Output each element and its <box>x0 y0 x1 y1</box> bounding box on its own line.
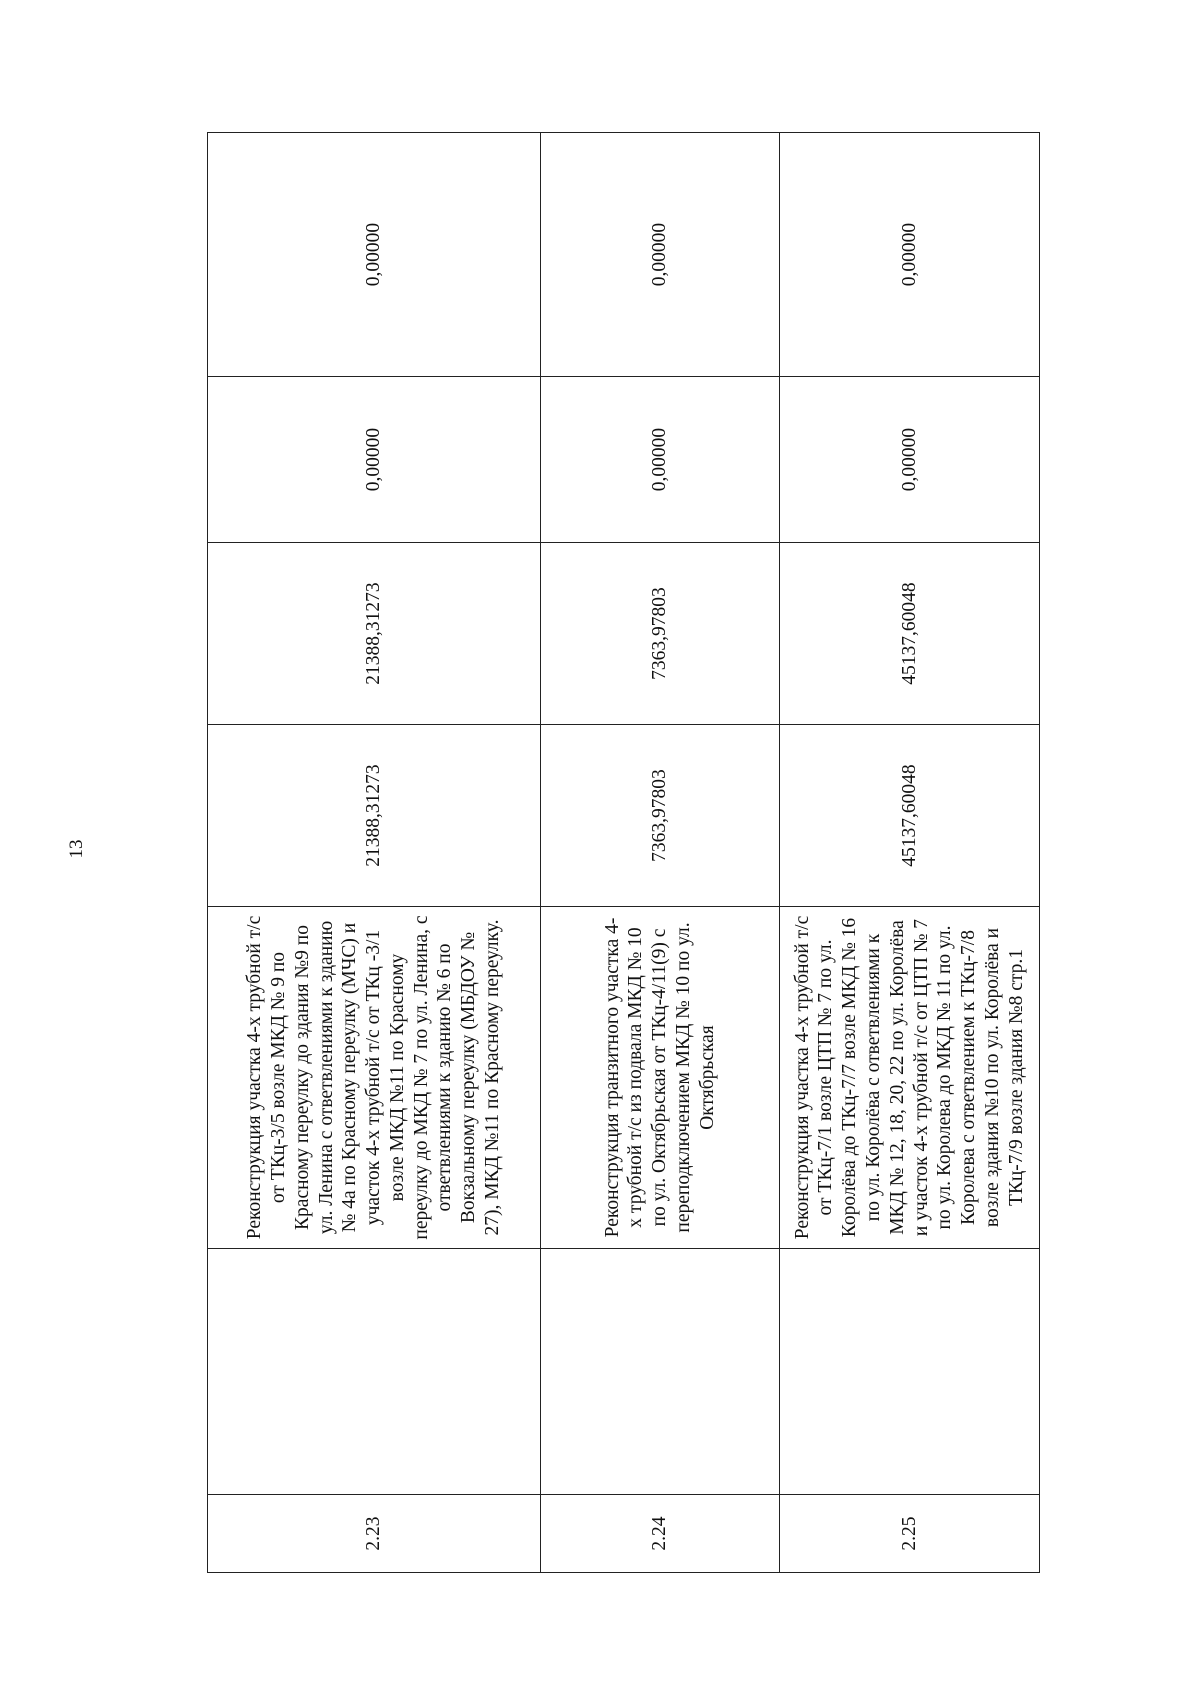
value-cell: 0,00000 <box>780 133 1040 377</box>
value-cell: 45137,60048 <box>780 543 1040 725</box>
works-table <box>207 132 1040 1573</box>
empty-cell <box>208 1249 541 1495</box>
value-cell: 45137,60048 <box>780 725 1040 907</box>
value-cell: 7363,97803 <box>541 725 780 907</box>
value-cell: 7363,97803 <box>541 543 780 725</box>
row-number: 2.25 <box>780 1495 1040 1573</box>
rotated-table-wrapper <box>207 133 1039 1573</box>
row-number: 2.24 <box>541 1495 780 1573</box>
page-number: 13 <box>66 839 87 859</box>
row-description: Реконструкция транзитного участка 4-х трубной т/с из подвала МКД № 10 по ул. Октябрьская от ТКц-4/11(9) с переподключением МКД № 10 по ул. Октябрьская <box>541 907 780 1249</box>
value-cell: 0,00000 <box>780 377 1040 543</box>
value-cell: 0,00000 <box>541 377 780 543</box>
empty-cell <box>541 1249 780 1495</box>
table-row <box>780 133 1040 1573</box>
value-cell: 0,00000 <box>541 133 780 377</box>
value-cell: 21388,31273 <box>208 543 541 725</box>
empty-cell <box>780 1249 1040 1495</box>
value-cell: 0,00000 <box>208 133 541 377</box>
value-cell: 21388,31273 <box>208 725 541 907</box>
table-row <box>208 133 541 1573</box>
value-cell: 0,00000 <box>208 377 541 543</box>
row-number: 2.23 <box>208 1495 541 1573</box>
table-row <box>541 133 780 1573</box>
row-description: Реконструкция участка 4-х трубной т/с от ТКц-3/5 возле МКД № 9 по Красному переулку до здания №9 по ул. Ленина с ответвлениями к зданию № 4а по Красному переулку (МЧС) и участок 4-х трубной т/с от ТКц -3/1 возле МКД №11 по Красному переулку до МКД № 7 по ул. Ленина, с ответвлениями к зданию № 6 по Вокзальному переулку (МБДОУ № 27), МКД №11 по Красному переулку. <box>208 907 541 1249</box>
row-description: Реконструкция участка 4-х трубной т/с от ТКц-7/1 возле ЦТП № 7 по ул. Королёва до ТКц-7/7 возле МКД № 16 по ул. Королёва с ответвлениями к МКД № 12, 18, 20, 22 по ул. Королёва и участок 4-х трубной т/с от ЦТП № 7 по ул. Королева до МКД № 11 по ул. Королева с ответвлением к ТКц-7/8 возле здания №10 по ул. Королёва и ТКц-7/9 возле здания №8 стр.1 <box>780 907 1040 1249</box>
